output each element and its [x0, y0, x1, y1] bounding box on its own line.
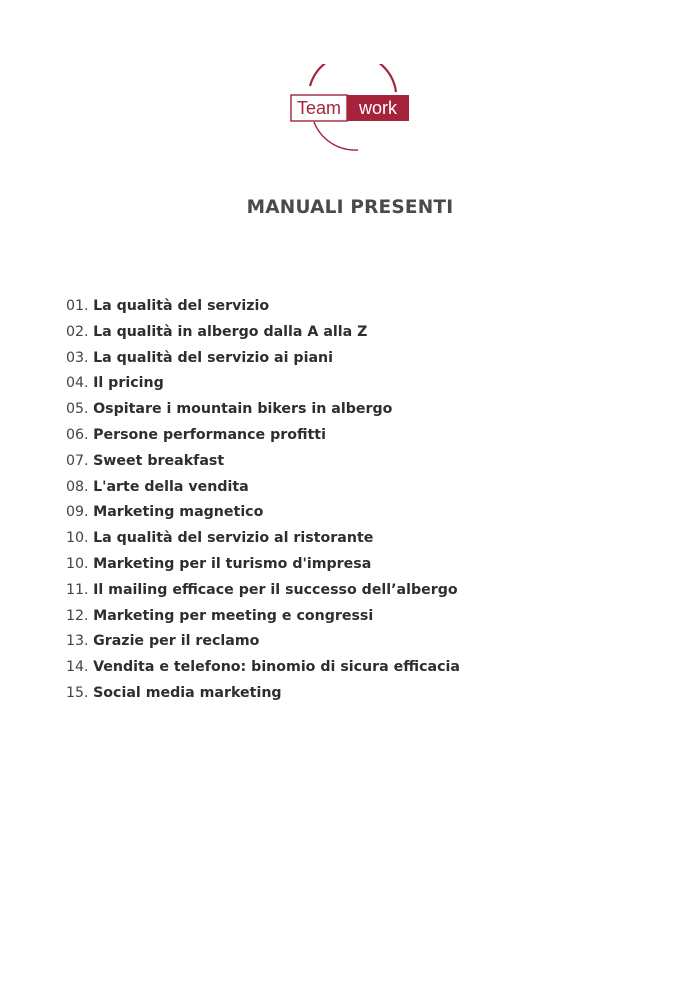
list-item — [66, 399, 460, 425]
list-item — [66, 348, 460, 374]
list-item — [66, 683, 460, 709]
item-number: 14. — [66, 659, 89, 676]
item-label: Social media marketing — [93, 684, 282, 701]
teamwork-logo — [288, 64, 418, 152]
item-number: 11. — [66, 581, 89, 598]
item-number: 06. — [66, 426, 89, 443]
list-item — [66, 451, 460, 477]
list-item — [66, 580, 460, 606]
item-number: 07. — [66, 452, 89, 469]
list-item — [66, 631, 460, 657]
item-number: 10. — [66, 530, 89, 547]
item-number: 02. — [66, 323, 89, 340]
item-number: 13. — [66, 633, 89, 650]
item-label: Il mailing efficace per il successo dell’albergo — [93, 581, 458, 598]
logo-arc-top — [310, 64, 396, 92]
item-label: La qualità del servizio al ristorante — [93, 530, 374, 547]
list-item — [66, 502, 460, 528]
item-label: Grazie per il reclamo — [93, 633, 260, 650]
logo-text-team: Team — [296, 98, 342, 118]
logo-graphic — [288, 64, 418, 152]
list-item — [66, 425, 460, 451]
item-label: Marketing magnetico — [93, 504, 264, 521]
logo-arc-bottom — [314, 122, 358, 150]
item-number: 04. — [66, 375, 89, 392]
list-item — [66, 296, 460, 322]
item-label: Il pricing — [93, 375, 164, 392]
item-label: Ospitare i mountain bikers in albergo — [93, 401, 393, 418]
manual-list — [66, 296, 460, 709]
item-label: La qualità del servizio — [93, 298, 270, 314]
item-number: 05. — [66, 401, 89, 418]
item-label: La qualità del servizio ai piani — [93, 349, 333, 366]
item-label: Marketing per meeting e congressi — [93, 607, 374, 624]
item-label: Vendita e telefono: binomio di sicura efficacia — [93, 659, 460, 676]
item-number: 12. — [66, 607, 89, 624]
item-label: Marketing per il turismo d'impresa — [93, 555, 372, 572]
item-label: L'arte della vendita — [93, 478, 249, 495]
list-item — [66, 606, 460, 632]
item-number: 03. — [66, 349, 89, 366]
item-number: 01. — [66, 298, 89, 314]
list-item — [66, 322, 460, 348]
list-item — [66, 657, 460, 683]
list-item — [66, 528, 460, 554]
item-number: 09. — [66, 504, 89, 521]
item-number: 08. — [66, 478, 89, 495]
list-item — [66, 477, 460, 503]
item-label: Persone performance profitti — [93, 426, 326, 443]
logo-text-work: work — [358, 98, 398, 118]
item-label: La qualità in albergo dalla A alla Z — [93, 323, 368, 340]
list-item — [66, 554, 460, 580]
list-item — [66, 373, 460, 399]
item-number: 15. — [66, 684, 89, 701]
page-title: MANUALI PRESENTI — [246, 197, 454, 218]
item-label: Sweet breakfast — [93, 452, 225, 469]
item-number: 10. — [66, 555, 89, 572]
